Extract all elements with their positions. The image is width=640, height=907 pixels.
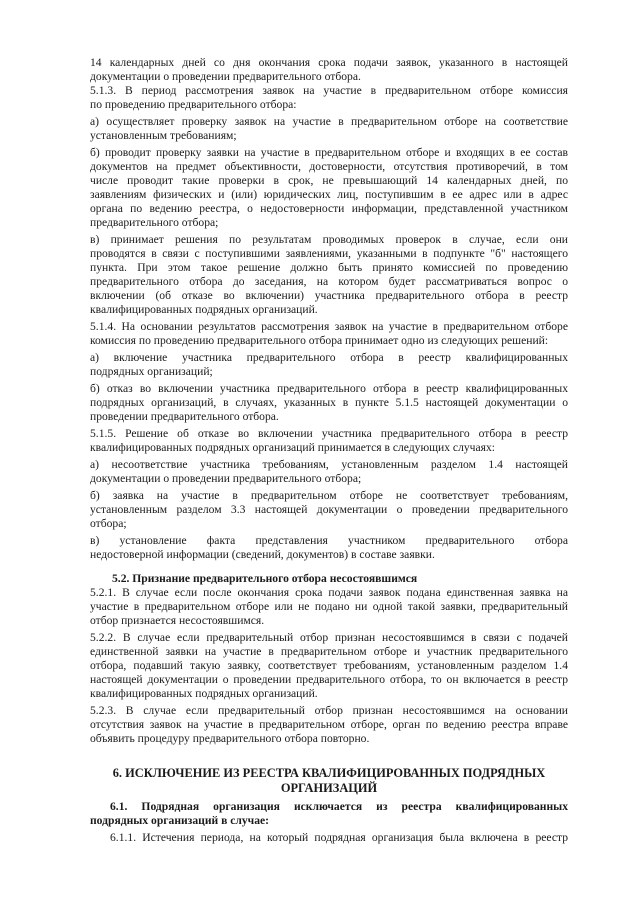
text-line: числе проводит такие проверки в срок, не превышающий 14 календарных дней, по — [90, 174, 568, 187]
text-line: установленным требованиям; — [90, 129, 237, 142]
section-6-heading-line-2: ОРГАНИЗАЦИЙ — [280, 781, 378, 795]
text-line: настоящей документации о проведении предварительного отбора, то он включается в реестр — [90, 673, 568, 686]
text-line: заявлениям физических и (или) юридических лиц, поступившим в ее адрес или в адрес — [90, 188, 568, 201]
text-line: отбора; — [90, 517, 127, 530]
text-line: а) осуществляет проверку заявок на участие в предварительном отборе на соответствие — [90, 115, 568, 128]
text-line: участие в предварительном отборе или не подано ни одной такой заявки, предварительный — [90, 600, 568, 613]
text-line: 5.1.4. На основании результатов рассмотрения заявок на участие в предварительном отборе — [90, 320, 568, 333]
text-line: 5.2.1. В случае если после окончания срока подачи заявок подана единственная заявка на — [90, 586, 568, 599]
text-line: в) установление факта представления участником предварительного отбора — [90, 534, 568, 547]
text-line: документации о проведении предварительного отбора. — [90, 70, 361, 83]
text-line: объявить процедуру предварительного отбора повторно. — [90, 732, 370, 745]
text-line: единственной заявки на участие в предварительном отборе и участник предварительного — [90, 645, 568, 658]
text-line: 5.1.3. В период рассмотрения заявок на участие в предварительном отборе комиссия — [90, 84, 568, 97]
text-line: б) проводит проверку заявки на участие в предварительном отборе и входящих в ее состав — [90, 146, 568, 159]
text-line: квалифицированных подрядных организаций. — [90, 303, 318, 316]
text-line: 14 календарных дней со дня окончания срока подачи заявок, указанного в настоящей — [90, 56, 568, 69]
text-line: квалифицированных подрядных организаций принимается в следующих случаях: — [90, 441, 495, 454]
text-line: документации о проведении предварительного отбора; — [90, 472, 362, 485]
text-line: 5.1.5. Решение об отказе во включении участника предварительного отбора в реестр — [90, 427, 568, 440]
text-line: 5.2.3. В случае если предварительный отбор признан несостоявшимся на основании — [90, 704, 568, 717]
text-line: а) включение участника предварительного отбора в реестр квалифицированных — [90, 351, 568, 364]
text-line: предварительного отбора до заседания, на котором будет рассматриваться вопрос о — [90, 275, 568, 288]
text-line: проведении предварительного отбора. — [90, 410, 279, 423]
text-line: комиссия по проведению предварительного отбора принимает одно из следующих решений: — [90, 334, 549, 347]
text-line: предварительного отбора; — [90, 216, 219, 229]
text-line: 5.2. Признание предварительного отбора несостоявшимся — [112, 572, 418, 585]
text-line: установленным разделом 3.3 настоящей документации о проведении предварительного — [90, 503, 568, 516]
section-6-heading-line-1: 6. ИСКЛЮЧЕНИЕ ИЗ РЕЕСТРА КВАЛИФИЦИРОВАННЫХ ПОДРЯДНЫХ — [112, 766, 546, 780]
text-line: пункта. При этом такое решение должно быть принято комиссией по проведению — [90, 261, 568, 274]
text-line: по проведению предварительного отбора: — [90, 98, 297, 111]
text-line: а) несоответствие участника требованиям, установленным разделом 1.4 настоящей — [90, 458, 568, 471]
text-line: б) заявка на участие в предварительном отборе не соответствует требованиям, — [90, 489, 568, 502]
text-line: 5.2.2. В случае если предварительный отбор признан несостоявшимся в связи с подачей — [90, 631, 568, 644]
text-line: б) отказ во включении участника предварительного отбора в реестр квалифицированных — [90, 382, 568, 395]
text-line: отбор признается несостоявшимся. — [90, 614, 265, 627]
text-line: в) принимает решения по результатам проводимых проверок в случае, если они — [90, 233, 568, 246]
text-line: документов на предмет объективности, достоверности, отсутствия противоречий, в том — [90, 160, 568, 173]
text-line: 6.1. Подрядная организация исключается из реестра квалифицированных — [110, 800, 568, 813]
text-line: подрядных организаций в случае: — [90, 814, 270, 827]
text-line: включении (об отказе во включении) участника предварительного отбора в реестр — [90, 289, 568, 302]
text-line: недостоверной информации (сведений, документов) в составе заявки. — [90, 548, 435, 561]
text-line: квалифицированных подрядных организаций. — [90, 687, 318, 700]
section-6-heading — [90, 766, 568, 796]
text-line: 6.1.1. Истечения периода, на который подрядная организация была включена в реестр — [110, 831, 568, 844]
text-line: подрядных организаций, в случаях, указанных в пункте 5.1.5 настоящей документации о — [90, 396, 568, 409]
text-line: подрядных организаций; — [90, 365, 213, 378]
text-line: проводятся в связи с поступившими заявлениями, указанными в подпункте "б" настоящего — [90, 247, 568, 260]
text-line: отбора, подавший такую заявку, соответствует требованиям, установленным разделом 1.4 — [90, 659, 568, 672]
text-line: органа по ведению реестра, о недостоверности информации, представленной участником — [90, 202, 568, 215]
text-line: отсутствия заявок на участие в предварительном отборе, орган по ведению реестра вправе — [90, 718, 568, 731]
